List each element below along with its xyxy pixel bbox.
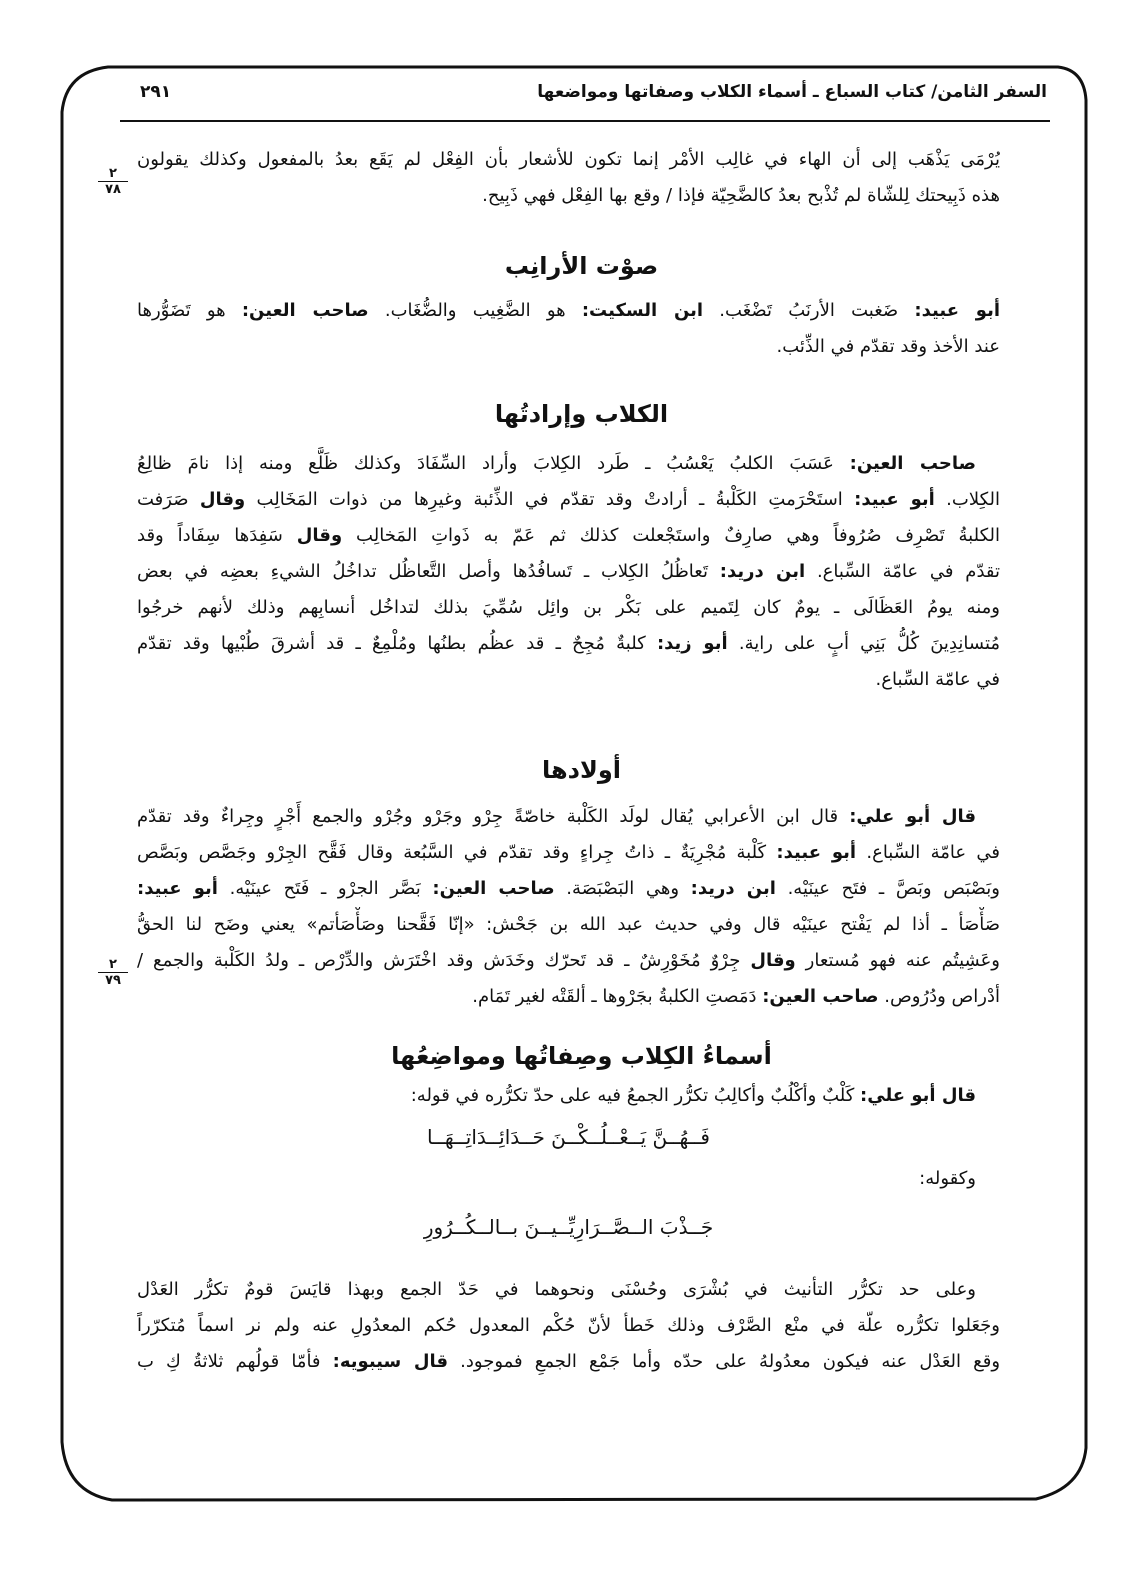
text-run: هو تَضَوُّرها	[137, 300, 242, 321]
text-run: وعلى حد تكرُّر التأنيث في بُشْرَى وحُسْنَى ونحوهما في حَدّ الجمع وبهذا قايَسَ قومٌ تكرُّر العَدْل	[137, 1279, 976, 1300]
speaker-label: أبو عبيد:	[776, 842, 857, 863]
speaker-label: قال أبو علي:	[849, 806, 976, 827]
speaker-label: وقال	[750, 950, 796, 971]
speaker-label: ابن السكيت:	[581, 300, 704, 321]
text-run: صَرَفت	[137, 489, 200, 510]
speaker-label: صاحب العين:	[762, 986, 879, 1007]
text-run: دَمَصتِ الكلبةُ بجَرْوها ـ ألقَتْه لغير تَمَام.	[472, 986, 763, 1007]
speaker-label: صاحب العين:	[849, 453, 977, 474]
text-run: أدْراص ودُرُوص.	[878, 986, 1000, 1007]
text-line	[137, 943, 1000, 979]
text-run: سَفِدَها سِفَاداً وقد	[137, 525, 297, 546]
margin-note-page: ٧٨	[98, 181, 128, 197]
paragraph	[137, 1272, 1000, 1380]
text-line	[137, 626, 1000, 662]
section-heading: أسماءُ الكِلاب وصِفاتُها ومواضِعُها	[391, 1042, 772, 1070]
speaker-label: أبو عبيد:	[914, 300, 1000, 321]
speaker-label: ابن دريد:	[719, 561, 806, 582]
text-line	[137, 1078, 1000, 1114]
text-run: عَسَبَ الكلبُ يَعْسُبُ ـ طَرد الكِلابَ وأراد السِّفَادَ وكذلك ظَلَّع ومنه إذا نامَ ظالِعُ	[137, 453, 850, 474]
text-line	[137, 1272, 1000, 1308]
section-heading: صوْت الأرانِب	[504, 252, 659, 280]
margin-note	[98, 166, 128, 197]
text-line	[137, 1308, 1000, 1344]
text-run: وبَصْبَص وبَصَّ ـ فتَح عينَيْه.	[775, 878, 1000, 899]
text-run: كلبةٌ مُجِحٌ ـ قد عظُم بطنُها ومُلْمِعٌ ـ قد أشرقَ طُبْيها وقد تقدّم	[137, 633, 657, 654]
text-run: كَلْبة مُجْرِيَةٌ ـ ذاتُ جِراءٍ وقد تقدّم في السَّبُعة وقال فَقَّح الجِرْو وجَصَّص وبَصَّص	[137, 842, 777, 863]
text-run: وجَعَلوا تكرُّره علّة في منْع الصَّرْف وذلك خَطأ لأنّ حُكْم المعدول حُكم المعدُولِ عنه ولم نر اسماً مُتكرّراً	[137, 1315, 1000, 1336]
text-line	[137, 142, 1000, 178]
speaker-label: قال أبو علي:	[860, 1085, 976, 1106]
text-run: استَحْرَمتِ الكَلْبةُ ـ أرادتْ وقد تقدّم في الذِّئبة وغيرِها من ذوات المَخَالِب	[245, 489, 855, 510]
text-run: وعَشِيتُم عنه فهو مُستعار	[795, 950, 1000, 971]
text-run: تقدّم في عامّة السِّباع.	[805, 561, 1000, 582]
speaker-label: صاحب العين:	[241, 300, 369, 321]
speaker-label: صاحب العين:	[432, 878, 555, 899]
text-line	[137, 554, 1000, 590]
speaker-label: وقال	[296, 525, 343, 546]
header-rule	[120, 120, 1050, 122]
margin-note-volume: ٢	[109, 957, 117, 972]
text-line	[137, 178, 1000, 214]
text-line	[137, 979, 1000, 1015]
text-run: وكقوله:	[919, 1168, 976, 1189]
text-line	[137, 799, 1000, 835]
paragraph	[137, 1078, 1000, 1114]
verse-line: فَــهُــنَّ يَــعْــلُــكْــنَ حَــدَائِــدَاتِــهَــا	[427, 1125, 710, 1149]
text-run: فأمّا قولُهم ثلاثةُ كِ ب	[137, 1351, 333, 1372]
page-number: ٢٩١	[140, 82, 172, 102]
text-run: جِرْوٌ مُخَوْرِشٌ ـ قد تَحرّك وخَدَش وقد اخْتَرَش والدِّرْص ـ ولدُ الكَلْبة والجمع /	[137, 950, 751, 971]
text-run: وهي البَصْبَصَة.	[554, 878, 691, 899]
text-line	[137, 482, 1000, 518]
margin-note-page: ٧٩	[98, 972, 128, 988]
text-line	[137, 293, 1000, 329]
text-run: يُرْمَى يَذْهَب إلى أن الهاء في غالِب الأمْر إنما تكون للأشعار بأن الفِعْل لم يَقَع بعدُ بالمفعول وكذلك يقولون	[137, 149, 1000, 170]
text-run: كَلْبٌ وأكْلُبٌ وأكالِبُ تكرُّر الجمعُ فيه على حدّ تكرُّره في قوله:	[410, 1085, 861, 1106]
text-run: مُتسانِدِينَ كُلُّ بَنِي أبٍ على راية.	[727, 633, 1000, 654]
text-run: بَصَّر الجرْو ـ فَتَح عينَيْه.	[217, 878, 433, 899]
speaker-label: أبو عبيد:	[854, 489, 935, 510]
verse-line: جَــذْبَ الــصَّــرَارِيِّــيــنَ بــالــكُــرُورِ	[423, 1215, 714, 1239]
text-line	[137, 446, 1000, 482]
text-line	[137, 835, 1000, 871]
text-run: قال ابن الأعرابي يُقال لولَد الكَلْبة خاصّةً جِرْو وجَرْو وجُرْو والجمع أَجْرٍ وجِراءٌ وقد تقدّم	[137, 806, 850, 827]
margin-note-volume: ٢	[109, 166, 117, 181]
paragraph	[137, 799, 1000, 1015]
text-line	[137, 590, 1000, 626]
speaker-label: أبو زيد:	[656, 633, 728, 654]
text-line	[137, 871, 1000, 907]
text-run: الكلبةُ تَصْرِف صُرُوفاً وهي صارِفٌ واستَجْعلت كذلك ثم عَمّ به ذَواتِ المَخالِب	[342, 525, 1000, 546]
text-run: الكِلاب.	[934, 489, 1000, 510]
text-line	[137, 518, 1000, 554]
section-heading: الكلاب وإرادتُها	[494, 400, 669, 428]
text-line	[137, 329, 1000, 365]
text-line	[137, 1161, 1000, 1197]
text-run: هذه ذَبِيحتك لِلشّاة لم تُذْبح بعدُ كالضَّحِيّة فإذا / وقع بها الفِعْل فهي ذَبِيح.	[482, 185, 1000, 206]
text-run: عند الأخذ وقد تقدّم في الذِّئب.	[776, 336, 1000, 357]
text-run: في عامّة السِّباع.	[875, 669, 1000, 690]
section-heading: أولادها	[542, 756, 621, 784]
text-run: ومنه يومُ العَظَالَى ـ يومٌ كان لِتَميم على بَكْر بن وائِل سُمِّيَ بذلك لتداخُل أنسابِهم وذلك لأنهم خرجُوا	[137, 597, 1000, 618]
running-header-title: السفر الثامن/ كتاب السباع ـ أسماء الكلاب وصفاتها ومواضعها	[537, 82, 1047, 102]
paragraph	[137, 142, 1000, 214]
text-run: ضَغبت الأرنَبُ تَضْغَب.	[703, 300, 915, 321]
text-run: في عامّة السِّباع.	[856, 842, 1000, 863]
text-run: هو الضَّغِيب والضُّغَاب.	[368, 300, 582, 321]
text-line	[137, 662, 1000, 698]
text-line	[137, 1344, 1000, 1380]
text-line	[137, 907, 1000, 943]
text-run: صَأْصَأ ـ أذا لم يَفْتح عينَيْه قال وفي حديث عبد الله بن جَحْش: «إنّا فَقَّحنا وصَأْصَأتم» يعني وضَح لنا الحقُّ	[137, 914, 1000, 935]
speaker-label: ابن دريد:	[690, 878, 776, 899]
paragraph	[137, 293, 1000, 365]
speaker-label: أبو عبيد:	[137, 878, 218, 899]
speaker-label: قال سيبويه:	[332, 1351, 449, 1372]
paragraph	[137, 446, 1000, 698]
margin-note	[98, 957, 128, 988]
paragraph	[137, 1161, 1000, 1197]
text-run: وقع العَدْل عنه فيكون معدُولهُ على حدّه وأما جَمْع الجمعِ فموجود.	[448, 1351, 1000, 1372]
speaker-label: وقال	[199, 489, 246, 510]
text-run: تَعاظُلُ الكِلاب ـ تَسافُدُها وأصل التَّعاظُل تداخُلُ الشيءِ بعضِه في بعض	[137, 561, 720, 582]
